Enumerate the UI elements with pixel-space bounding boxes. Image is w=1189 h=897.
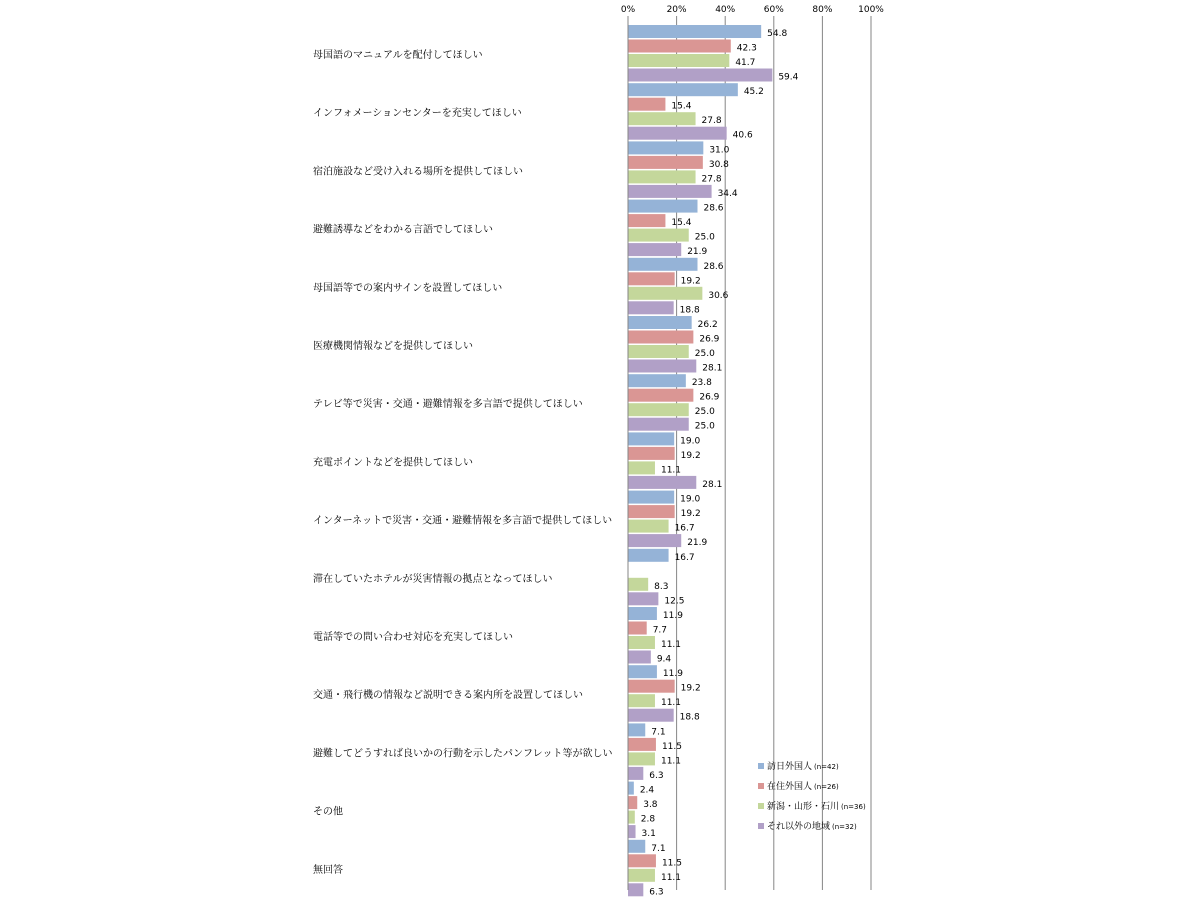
legend-swatch: [758, 763, 764, 769]
data-label: 11.5: [661, 858, 682, 869]
bar: [628, 98, 665, 111]
bar: [628, 403, 689, 416]
bar: [628, 883, 643, 896]
category-label: 交通・飛行機の情報など説明できる案内所を設置してほしい: [313, 690, 583, 702]
bar: [628, 272, 675, 285]
data-label: 19.2: [680, 683, 701, 694]
data-label: 18.8: [679, 305, 700, 316]
data-label: 7.1: [651, 727, 666, 738]
bar: [628, 418, 689, 431]
bar: [628, 69, 772, 82]
bar: [628, 665, 657, 678]
data-label: 3.8: [643, 800, 658, 811]
data-label: 18.8: [679, 712, 700, 723]
data-label: 26.2: [697, 320, 718, 330]
bar: [628, 607, 657, 620]
data-label: 28.6: [703, 203, 724, 214]
data-label: 26.9: [699, 392, 720, 403]
bar: [628, 112, 696, 125]
data-label: 19.2: [680, 509, 701, 520]
x-tick-label: 20%: [666, 5, 687, 15]
legend-swatch: [758, 783, 764, 789]
data-label: 11.1: [660, 465, 682, 476]
data-label: 9.4: [656, 654, 672, 665]
data-label: 19.2: [680, 450, 701, 461]
legend-label: 在住外国人 (n=26): [767, 782, 839, 792]
bar: [628, 40, 731, 53]
data-label: 54.8: [767, 29, 788, 39]
data-label: 19.2: [680, 276, 701, 287]
data-label: 16.7: [674, 523, 695, 534]
bar: [628, 796, 637, 809]
x-tick-label: 60%: [763, 5, 784, 15]
category-label: 母国語のマニュアルを配付してほしい: [313, 50, 483, 61]
bar: [628, 505, 675, 518]
data-label: 7.1: [651, 843, 666, 854]
data-label: 11.5: [661, 741, 682, 752]
category-label: テレビ等で災害・交通・避難情報を多言語で提供してほしい: [313, 399, 583, 411]
data-label: 25.0: [694, 421, 715, 432]
data-label: 16.7: [674, 552, 695, 563]
bar: [628, 200, 697, 213]
x-tick-label: 80%: [812, 5, 833, 15]
data-label: 31.0: [709, 145, 730, 156]
bar: [628, 622, 647, 635]
bar: [628, 447, 675, 460]
legend-swatch: [758, 823, 764, 829]
legend-n-label: (n=36): [841, 803, 866, 811]
data-label: 25.0: [694, 349, 715, 359]
bar: [628, 316, 692, 329]
data-label: 34.4: [717, 188, 738, 199]
data-label: 7.7: [652, 625, 668, 636]
bar: [628, 636, 655, 649]
data-label: 23.8: [691, 378, 712, 389]
bar: [628, 214, 665, 227]
bar: [628, 287, 702, 300]
data-label: 42.3: [736, 43, 757, 54]
category-label: その他: [313, 806, 343, 818]
bar: [628, 301, 674, 314]
data-label: 30.6: [708, 290, 729, 301]
category-label: 無回答: [313, 864, 343, 876]
bar: [628, 811, 635, 824]
category-label: 電話等での問い合わせ対応を充実してほしい: [313, 632, 513, 643]
data-label: 12.5: [664, 596, 685, 607]
category-label: インフォメーションセンターを充実してほしい: [313, 108, 522, 120]
data-label: 11.1: [660, 698, 682, 709]
data-label: 19.0: [680, 436, 701, 447]
bar: [628, 752, 655, 765]
legend-label: 訪日外国人 (n=42): [767, 762, 839, 772]
bar: [628, 229, 689, 242]
data-label: 28.1: [702, 479, 723, 490]
data-label: 21.9: [687, 247, 708, 258]
data-label: 25.0: [694, 407, 715, 418]
category-label: 避難してどうすれば良いかの行動を示したパンフレット等が欲しい: [313, 748, 613, 760]
data-label: 25.0: [694, 232, 715, 243]
bar: [628, 141, 703, 154]
data-label: 28.1: [702, 363, 723, 374]
x-tick-label: 0%: [620, 5, 636, 15]
data-label: 11.9: [662, 669, 683, 680]
data-label: 28.6: [703, 261, 724, 272]
data-label: 2.8: [640, 814, 656, 825]
legend-n-label: (n=42): [814, 763, 839, 771]
x-tick-label: 100%: [858, 5, 884, 15]
bar: [628, 709, 674, 722]
category-label: 充電ポイントなどを提供してほしい: [313, 457, 473, 469]
bar: [628, 243, 681, 256]
bar: [628, 360, 696, 373]
data-label: 15.4: [671, 101, 692, 112]
data-label: 59.4: [778, 72, 799, 83]
data-label: 45.2: [743, 87, 764, 98]
bar: [628, 25, 761, 38]
bar: [628, 476, 696, 489]
data-label: 8.3: [654, 581, 669, 592]
category-label: 避難誘導などをわかる言語でしてほしい: [313, 224, 493, 236]
bar: [628, 694, 655, 707]
legend-n-label: (n=32): [832, 823, 857, 831]
category-label: インターネットで災害・交通・避難情報を多言語で提供してほしい: [313, 515, 613, 527]
data-label: 15.4: [671, 218, 692, 229]
category-label: 滞在していたホテルが災害情報の拠点となってほしい: [313, 573, 553, 585]
bar: [628, 578, 648, 591]
data-label: 21.9: [687, 538, 708, 549]
data-label: 26.9: [699, 334, 720, 345]
bar: [628, 54, 729, 67]
category-label: 母国語等での案内サインを設置してほしい: [313, 282, 503, 294]
legend-label: それ以外の地域 (n=32): [767, 822, 857, 832]
bar: [628, 854, 656, 867]
data-label: 11.1: [660, 640, 682, 650]
bar: [628, 432, 674, 445]
data-label: 6.3: [649, 770, 664, 781]
bar: [628, 825, 636, 838]
data-label: 41.7: [735, 58, 756, 68]
legend-n-label: (n=26): [814, 783, 839, 791]
legend-swatch: [758, 803, 764, 809]
bar: [628, 651, 651, 664]
bar: [628, 170, 696, 183]
bar: [628, 127, 727, 140]
category-labels: [313, 48, 613, 876]
bar: [628, 549, 669, 562]
bar: [628, 374, 686, 387]
data-label: 2.4: [639, 785, 655, 796]
bar: [628, 782, 634, 795]
bar: [628, 680, 675, 693]
x-axis-ticks: [621, 5, 884, 15]
x-tick-label: 40%: [715, 5, 736, 15]
bar: [628, 345, 689, 358]
data-label: 11.1: [660, 872, 682, 883]
bar: [628, 592, 658, 605]
bar: [628, 461, 655, 474]
data-label: 3.1: [641, 829, 656, 840]
data-label: 27.8: [701, 116, 722, 127]
bar: [628, 840, 645, 853]
bar: [628, 869, 655, 882]
bar: [628, 389, 693, 402]
bar: [628, 534, 681, 547]
bar: [628, 767, 643, 780]
data-label: 40.6: [732, 130, 753, 141]
bar: [628, 185, 712, 198]
data-label: 27.8: [701, 174, 722, 185]
data-label: 19.0: [680, 494, 701, 505]
data-label: 11.1: [660, 756, 682, 767]
legend-label: 新潟・山形・石川 (n=36): [767, 802, 866, 812]
bar: [628, 520, 669, 533]
bar: [628, 723, 645, 736]
bar: [628, 258, 697, 271]
data-label: 30.8: [708, 159, 729, 170]
data-label: 6.3: [649, 887, 664, 897]
bar: [628, 738, 656, 751]
data-label: 11.9: [662, 611, 683, 621]
bar: [628, 83, 738, 96]
category-label: 宿泊施設など受け入れる場所を提供してほしい: [313, 166, 523, 178]
bar: [628, 331, 693, 344]
category-label: 医療機関情報などを提供してほしい: [313, 341, 473, 352]
bar: [628, 491, 674, 504]
bar: [628, 156, 703, 169]
